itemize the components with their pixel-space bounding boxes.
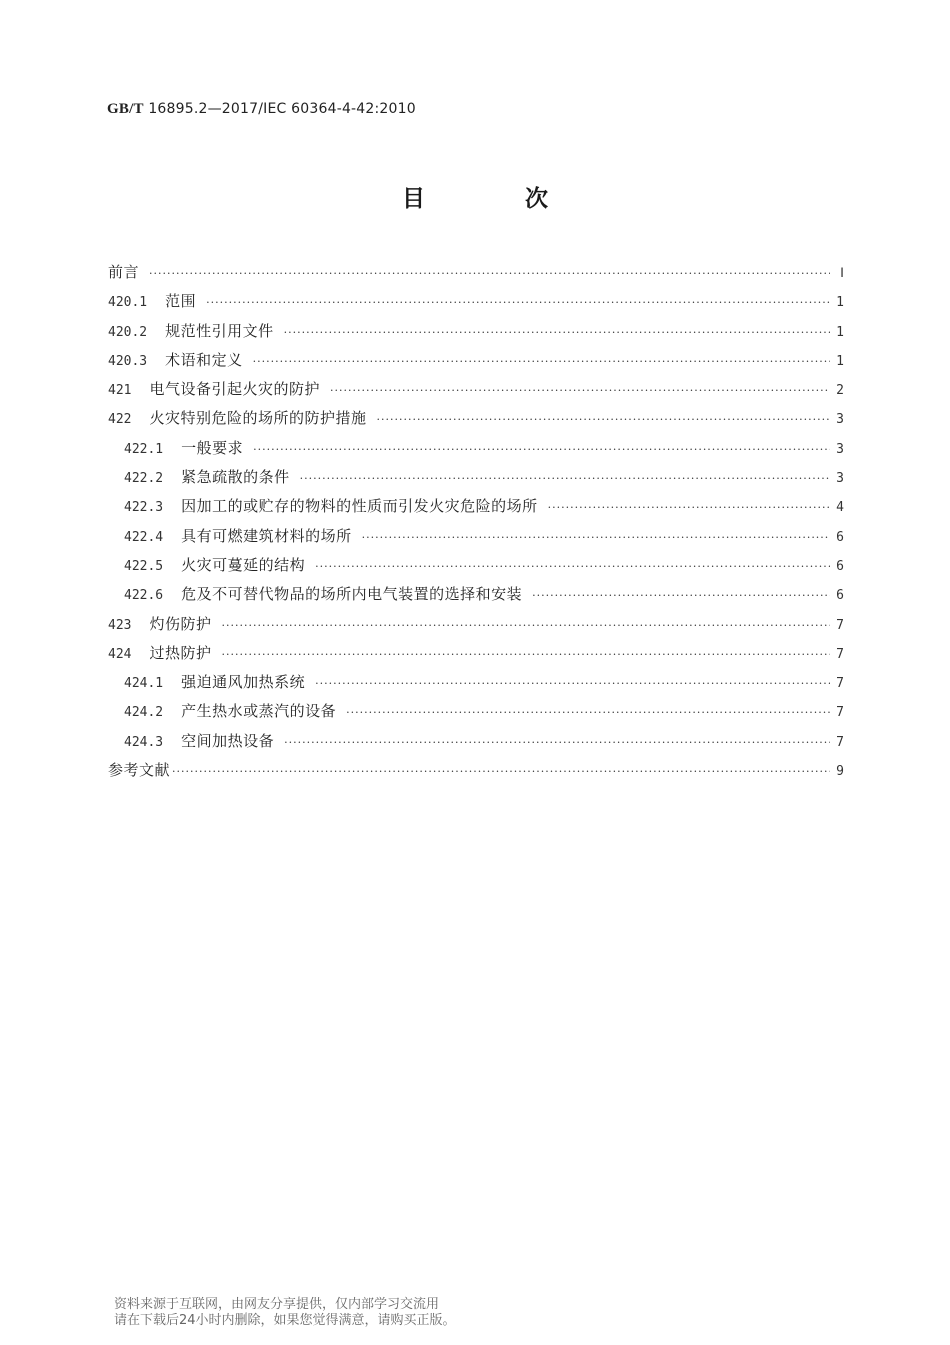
- footer-line-1: 资料来源于互联网，由网友分享提供，仅内部学习交流用: [114, 1297, 440, 1312]
- toc-entry-422-2[interactable]: [108, 463, 844, 492]
- toc-entry-number: 422.5: [124, 558, 164, 574]
- toc-entry-421[interactable]: [108, 375, 844, 404]
- toc-leader-dots: [284, 728, 830, 757]
- toc-entry-page: Ⅰ: [840, 266, 844, 281]
- toc-entry-preface[interactable]: [108, 258, 844, 287]
- toc-entry-page: 7: [836, 676, 844, 692]
- toc-entry-label: 范围: [165, 292, 197, 311]
- toc-entry-label: 过热防护: [149, 643, 212, 662]
- toc-entry-422-4[interactable]: [108, 522, 844, 551]
- toc-leader-dots: [548, 493, 830, 522]
- toc-entry-page: 3: [836, 412, 844, 428]
- toc-leader-dots: [377, 405, 831, 434]
- toc-leader-dots: [284, 318, 830, 347]
- toc-entry-label: 一般要求: [181, 438, 244, 457]
- toc-leader-dots: [315, 552, 830, 581]
- toc-entry-number: 422.6: [124, 588, 164, 604]
- toc-entry-label: 前言: [108, 263, 140, 281]
- toc-entry-page: 3: [836, 471, 844, 487]
- toc-entry-number: 422.3: [124, 500, 164, 516]
- toc-entry-number: 424.1: [124, 676, 164, 692]
- toc-entry-420-2[interactable]: [108, 317, 844, 346]
- toc-leader-dots: [253, 347, 830, 376]
- toc-entry-label: 火灾特别危险的场所的防护措施: [149, 409, 367, 428]
- toc-leader-dots: [532, 581, 830, 610]
- toc-leader-dots: [222, 611, 831, 640]
- toc-entry-420-1[interactable]: [108, 287, 844, 316]
- toc-entry-423[interactable]: [108, 610, 844, 639]
- toc-entry-label: 灼伤防护: [149, 614, 212, 633]
- toc-entry-label: 因加工的或贮存的物料的性质而引发火灾危险的场所: [181, 497, 538, 516]
- toc-entry-number: 422: [108, 412, 132, 428]
- standard-header: [107, 101, 416, 118]
- toc-entry-page: 6: [836, 588, 844, 604]
- toc-leader-dots: [222, 640, 831, 669]
- toc-entry-label: 术语和定义: [165, 350, 243, 369]
- toc-leader-dots: [330, 376, 830, 405]
- toc-entry-label: 紧急疏散的条件: [181, 468, 290, 487]
- toc-title: 目 次: [401, 186, 594, 212]
- toc-entry-422[interactable]: [108, 404, 844, 433]
- toc-leader-dots: [362, 523, 830, 552]
- standard-number: 16895.2—2017/IEC 60364-4-42:2010: [148, 101, 416, 117]
- toc-entry-number: 424: [108, 646, 132, 662]
- toc-entry-page: 7: [836, 705, 844, 721]
- toc-entry-number: 421: [108, 383, 132, 399]
- toc-leader-dots: [346, 698, 830, 727]
- toc-leader-dots: [300, 464, 830, 493]
- table-of-contents: [108, 258, 844, 785]
- toc-entry-number: 424.2: [124, 705, 164, 721]
- toc-entry-422-5[interactable]: [108, 551, 844, 580]
- toc-entry-number: 420.2: [108, 324, 148, 340]
- toc-entry-label: 火灾可蔓延的结构: [181, 555, 306, 574]
- toc-leader-dots: [172, 757, 830, 786]
- toc-entry-number: 422.4: [124, 529, 164, 545]
- toc-entry-number: 422.2: [124, 471, 164, 487]
- toc-entry-424-3[interactable]: [108, 727, 844, 756]
- toc-entry-424[interactable]: [108, 639, 844, 668]
- toc-entry-page: 7: [836, 617, 844, 633]
- toc-entry-label: 规范性引用文件: [165, 321, 274, 340]
- toc-entry-page: 6: [836, 558, 844, 574]
- toc-leader-dots: [149, 259, 830, 288]
- toc-leader-dots: [206, 288, 830, 317]
- toc-entry-number: 420.1: [108, 295, 148, 311]
- toc-entry-page: 2: [836, 383, 844, 399]
- toc-entry-page: 3: [836, 441, 844, 457]
- toc-entry-page: 7: [836, 646, 844, 662]
- toc-entry-label: 参考文献: [108, 761, 171, 780]
- toc-leader-dots: [315, 669, 830, 698]
- toc-entry-page: 1: [836, 295, 844, 311]
- toc-entry-page: 7: [836, 734, 844, 750]
- toc-entry-page: 6: [836, 529, 844, 545]
- toc-entry-424-1[interactable]: [108, 668, 844, 697]
- toc-entry-424-2[interactable]: [108, 697, 844, 726]
- toc-leader-dots: [253, 435, 830, 464]
- toc-entry-label: 具有可燃建筑材料的场所: [181, 526, 352, 545]
- standard-code: GB/T: [107, 101, 144, 117]
- toc-entry-number: 424.3: [124, 734, 164, 750]
- toc-entry-label: 危及不可替代物品的场所内电气装置的选择和安装: [181, 585, 523, 604]
- toc-entry-page: 1: [836, 324, 844, 340]
- footer-disclaimer: [114, 1297, 456, 1329]
- toc-entry-number: 423: [108, 617, 132, 633]
- toc-entry-420-3[interactable]: [108, 346, 844, 375]
- toc-entry-page: 4: [836, 500, 844, 516]
- toc-entry-422-3[interactable]: [108, 492, 844, 521]
- toc-entry-bibliography[interactable]: [108, 756, 844, 785]
- toc-entry-label: 空间加热设备: [181, 731, 275, 750]
- toc-entry-label: 强迫通风加热系统: [181, 673, 306, 692]
- toc-entry-422-6[interactable]: [108, 580, 844, 609]
- toc-entry-label: 产生热水或蒸汽的设备: [181, 702, 337, 721]
- footer-line-2: 请在下载后24小时内删除，如果您觉得满意，请购买正版。: [114, 1313, 456, 1328]
- toc-entry-label: 电气设备引起火灾的防护: [149, 380, 320, 399]
- toc-entry-page: 9: [836, 764, 844, 780]
- toc-entry-page: 1: [836, 353, 844, 369]
- toc-entry-number: 420.3: [108, 353, 148, 369]
- toc-entry-422-1[interactable]: [108, 434, 844, 463]
- toc-entry-number: 422.1: [124, 441, 164, 457]
